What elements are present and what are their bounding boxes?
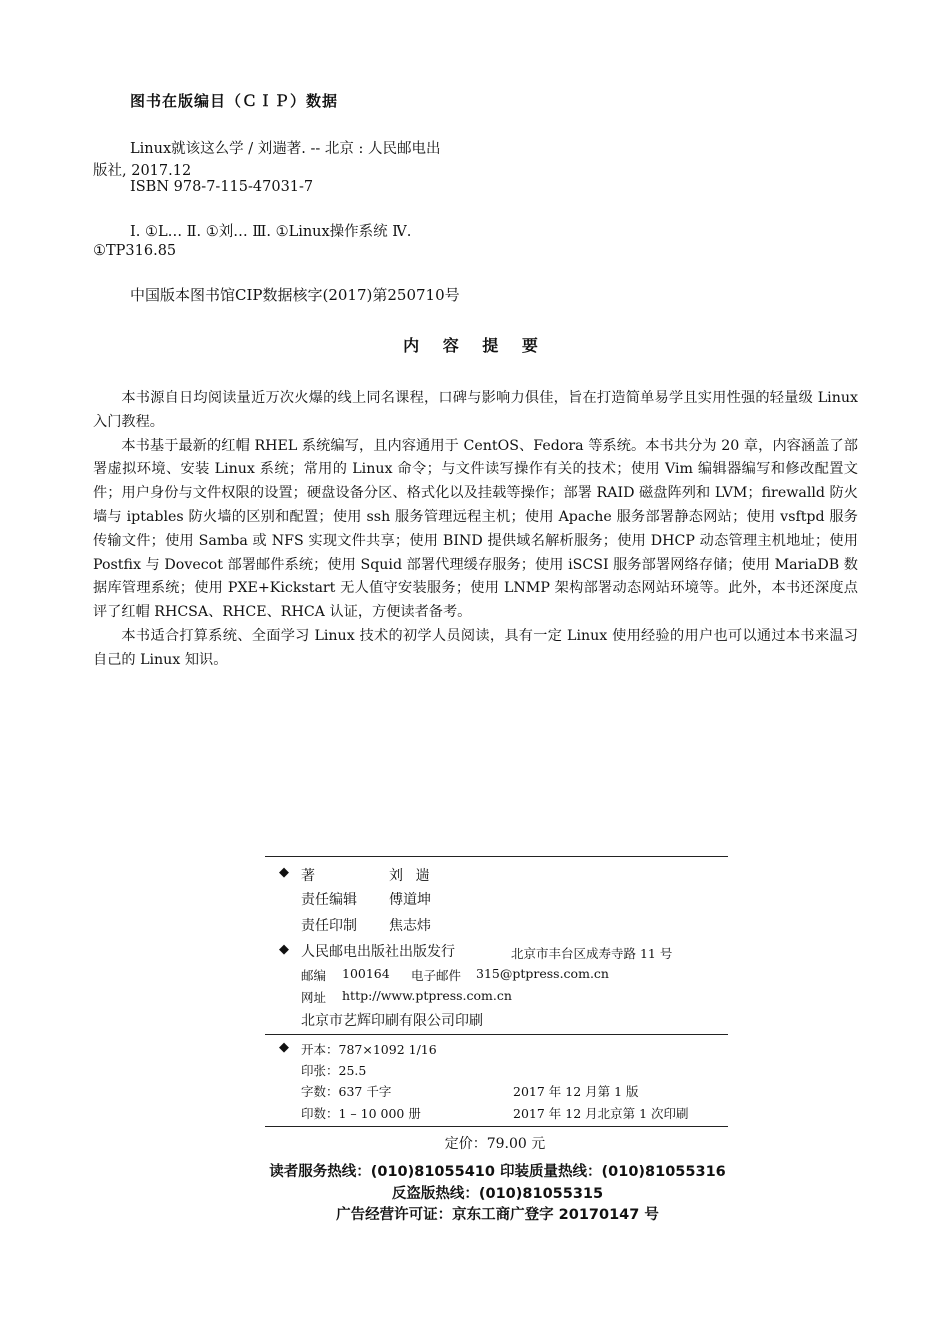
printed-sheets: 印张：25.5 <box>301 1063 367 1078</box>
website-url: http://www.ptpress.com.cn <box>342 988 512 1003</box>
print-run: 印数：1 – 10 000 册 <box>301 1106 421 1121</box>
author-name: 刘 遄 <box>389 868 430 884</box>
summary-paragraph-1: 本书源自日均阅读量近万次火爆的线上同名课程，口碑与影响力俱佳，旨在打造简单易学且实用性强的轻量级 Linux 入门教程。 <box>93 390 858 430</box>
bullet-diamond-icon: ◆ <box>279 942 289 957</box>
credits-top-rule <box>265 856 728 857</box>
printing-date: 2017 年 12 月北京第 1 次印刷 <box>513 1106 689 1121</box>
advertising-license: 广告经营许可证：京东工商广登字 20170147 号 <box>336 1207 659 1223</box>
print-manager-label: 责任印制 <box>301 918 357 934</box>
summary-paragraph-3: 本书适合打算系统、全面学习 Linux 技术的初学人员阅读，具有一定 Linux 使用经验的用户也可以通过本书来温习自己的 Linux 知识。 <box>93 627 858 668</box>
cip-line-1: Linux就该这么学 / 刘遄著. -- 北京 : 人民邮电出 <box>130 141 441 157</box>
cip-record-number: 中国版本图书馆CIP数据核字(2017)第250710号 <box>130 286 460 304</box>
email-address: 315@ptpress.com.cn <box>476 966 609 981</box>
cip-isbn: ISBN 978-7-115-47031-7 <box>130 179 314 195</box>
editor-label: 责任编辑 <box>301 892 357 908</box>
word-count: 字数：637 千字 <box>301 1084 392 1099</box>
print-manager-name: 焦志炜 <box>389 918 431 934</box>
publisher: 人民邮电出版社出版发行 <box>301 944 455 960</box>
cip-classification: Ⅰ. ①L… Ⅱ. ①刘… Ⅲ. ①Linux操作系统 Ⅳ. <box>130 224 412 240</box>
website-label: 网址 <box>301 990 327 1005</box>
service-hotlines: 读者服务热线：(010)81055410 印装质量热线：(010)81055316 <box>269 1164 726 1180</box>
author-label: 著 <box>301 868 315 884</box>
credits-middle-rule <box>265 1034 728 1035</box>
cip-title: 图书在版编目（ＣＩＰ）数据 <box>130 92 339 110</box>
book-format: 开本：787×1092 1/16 <box>301 1042 437 1057</box>
cip-line-2: 版社, 2017.12 <box>93 163 192 179</box>
postcode: 100164 <box>342 966 390 981</box>
email-label: 电子邮件 <box>411 968 462 983</box>
summary-body <box>93 387 858 673</box>
price: 定价：79.00 元 <box>444 1136 546 1152</box>
publisher-address: 北京市丰台区成寿寺路 11 号 <box>511 946 673 961</box>
anti-piracy-hotline: 反盗版热线：(010)81055315 <box>391 1186 604 1202</box>
cip-class-number: ①TP316.85 <box>93 243 177 259</box>
postcode-label: 邮编 <box>301 968 327 983</box>
editor-name: 傅道坤 <box>389 892 431 908</box>
summary-paragraph-2: 本书基于最新的红帽 RHEL 系统编写，且内容通用于 CentOS、Fedora 等系统。本书共分为 20 章，内容涵盖了部署虚拟环境、安装 Linux 系统；常用的 Linux 命令；与文件读写操作有关的技术；使用 Vim 编辑器编写和修改配置文件；用户身份与文件权限的设置；硬盘设备分区、格式化以及挂载等操作；部署 RAID 磁盘阵列和 LVM；firewalld 防火墙与 iptables 防火墙的区别和配置；使用 ssh 服务管理远程主机；使用 Apache 服务部署静态网站；使用 vsftpd 服务传输文件；使用 Samba 或 NFS 实现文件共享；使用 BIND 提供域名解析服务；使用 DHCP 动态管理主机地址；使用 Postfix 与 Dovecot 部署邮件系统；使用 Squid 部署代理缓存服务；使用 iSCSI 服务部署网络存储；使用 MariaDB 数据库管理系统；使用 PXE+Kickstart 无人值守安装服务；使用 LNMP 架构部署动态网站环境等。此外，本书还深度点评了红帽 RHCSA、RHCE、RHCA 认证，方便读者备考。 <box>93 437 858 621</box>
summary-title: 内 容 提 要 <box>403 336 547 355</box>
printer-name: 北京市艺辉印刷有限公司印刷 <box>301 1013 483 1029</box>
edition-date: 2017 年 12 月第 1 版 <box>513 1084 639 1099</box>
bullet-diamond-icon: ◆ <box>279 1040 289 1055</box>
bullet-diamond-icon: ◆ <box>279 865 289 880</box>
credits-bottom-rule <box>265 1126 728 1127</box>
